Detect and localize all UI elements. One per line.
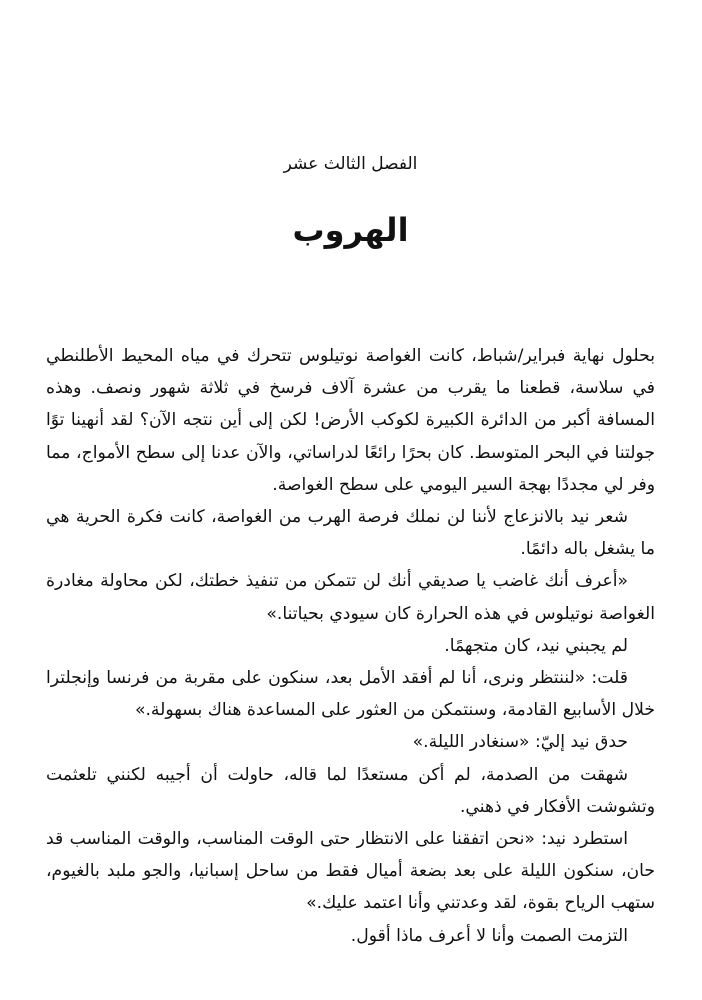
paragraph: حدق نيد إليّ: «سنغادر الليلة.» (412, 732, 628, 753)
chapter-title: الهروب (292, 211, 409, 249)
book-page (46, 0, 655, 1000)
paragraph: استطرد نيد: «نحن اتفقنا على الانتظار حتى الوقت المناسب، والوقت المناسب قد حان، سنكون الليلة على بعد بضعة أميال فقط من ساحل إسبانيا، والجو ملبد بالغيوم، ستهب الرياح بقوة، لقد وعدتني وأنا اعتمد عليك.» (46, 829, 655, 914)
paragraph: شعر نيد بالانزعاج لأننا لن نملك فرصة الهرب من الغواصة، كانت فكرة الحرية هي ما يشغل باله دائمًا. (46, 507, 655, 560)
paragraph: قلت: «لننتظر ونرى، أنا لم أفقد الأمل بعد، سنكون على مقربة من فرنسا وإنجلترا خلال الأسابيع القادمة، وسنتمكن من العثور على المساعدة هناك بسهولة.» (46, 668, 655, 721)
paragraph: التزمت الصمت وأنا لا أعرف ماذا أقول. (350, 925, 628, 946)
chapter-number-label: الفصل الثالث عشر (283, 154, 418, 174)
paragraph: شهقت من الصدمة، لم أكن مستعدًا لما قاله، حاولت أن أجيبه لكنني تلعثمت وتشوشت الأفكار في ذهني. (46, 764, 655, 817)
paragraph: لم يجبني نيد، كان متجهمًا. (444, 635, 628, 656)
paragraph: بحلول نهاية فبراير/شباط، كانت الغواصة نوتيلوس تتحرك في مياه المحيط الأطلنطي في سلاسة، قطعنا ما يقرب من عشرة آلاف فرسخ في ثلاثة شهور ونصف. وهذه المسافة أكبر من الدائرة الكبيرة لكوكب الأرض! لكن إلى أين نتجه الآن؟ لقد أنهينا توًا جولتنا في البحر المتوسط. كان بحرًا رائعًا لدراساتي، والآن عدنا إلى سطح الأمواج، مما وفر لي مجددًا بهجة السير اليومي على سطح الغواصة. (46, 346, 655, 495)
chapter-body (46, 340, 655, 952)
paragraph: «أعرف أنك غاضب يا صديقي أنك لن تتمكن من تنفيذ خطتك، لكن محاولة مغادرة الغواصة نوتيلوس في هذه الحرارة كان سيودي بحياتنا.» (46, 571, 655, 624)
